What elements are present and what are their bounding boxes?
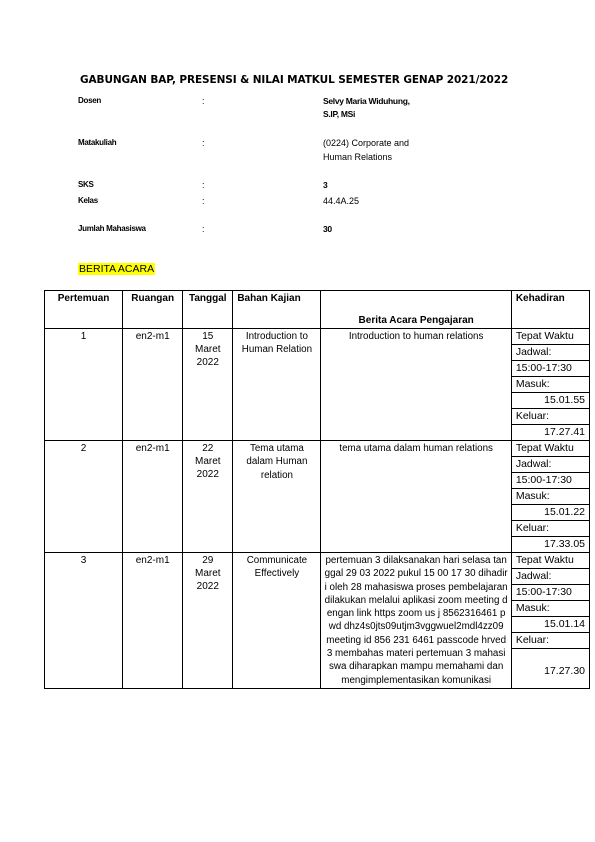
sks-value: 3 bbox=[323, 180, 328, 190]
kehadiran-cell bbox=[511, 329, 589, 441]
matakuliah-value bbox=[323, 136, 409, 164]
table-row bbox=[45, 329, 590, 441]
table-row bbox=[45, 441, 590, 553]
kehadiran-cell bbox=[511, 553, 589, 689]
tanggal-cell bbox=[183, 441, 233, 553]
masuk-value: 15.01.22 bbox=[512, 505, 589, 521]
ruangan-cell: en2-m1 bbox=[123, 441, 183, 553]
header-bahan: Bahan Kajian bbox=[233, 291, 321, 329]
header-kehadiran: Kehadiran bbox=[511, 291, 589, 329]
tanggal-month: Maret bbox=[195, 456, 221, 467]
kelas-label: Kelas bbox=[78, 196, 98, 205]
tanggal-year: 2022 bbox=[196, 469, 219, 480]
keluar-label: Keluar: bbox=[512, 633, 589, 649]
keluar-value: 17.33.05 bbox=[544, 538, 585, 550]
tanggal-year: 2022 bbox=[196, 581, 219, 592]
pertemuan-cell: 3 bbox=[45, 553, 123, 689]
matakuliah-line-1: (0224) Corporate and bbox=[323, 138, 410, 148]
dosen-degree: S.IP, MSi bbox=[323, 109, 356, 119]
keluar-label: Keluar: bbox=[512, 521, 589, 537]
berita-acara-table bbox=[44, 290, 590, 689]
ruangan-cell: en2-m1 bbox=[123, 553, 183, 689]
tanggal-day: 15 bbox=[202, 331, 214, 342]
sks-label: SKS bbox=[78, 180, 94, 189]
matakuliah-colon: : bbox=[202, 138, 205, 148]
matakuliah-line-2: Human Relations bbox=[323, 152, 393, 162]
jadwal-label: Jadwal: bbox=[512, 345, 589, 361]
document-title: GABUNGAN BAP, PRESENSI & NILAI MATKUL SEMESTER GENAP 2021/2022 bbox=[80, 74, 509, 86]
table-row bbox=[45, 553, 590, 689]
status-text: Tepat Waktu bbox=[512, 553, 589, 569]
masuk-value: 15.01.14 bbox=[512, 617, 589, 633]
pertemuan-cell: 2 bbox=[45, 441, 123, 553]
tanggal-cell bbox=[183, 553, 233, 689]
tanggal-month: Maret bbox=[195, 344, 221, 355]
jadwal-label: Jadwal: bbox=[512, 457, 589, 473]
tanggal-day: 22 bbox=[202, 443, 214, 454]
kehadiran-cell bbox=[511, 441, 589, 553]
keluar-label: Keluar: bbox=[512, 409, 589, 425]
dosen-colon: : bbox=[202, 96, 205, 106]
keluar-value: 17.27.41 bbox=[544, 426, 585, 438]
tanggal-day: 29 bbox=[202, 555, 214, 566]
header-pertemuan: Pertemuan bbox=[45, 291, 123, 329]
pertemuan-cell: 1 bbox=[45, 329, 123, 441]
bahan-cell: Tema utama dalam Human relation bbox=[233, 441, 321, 553]
berita-cell: pertemuan 3 dilaksanakan hari selasa tanggal 29 03 2022 pukul 15 00 17 30 dihadiri oleh 28 mahasiswa proses pembelajaran dilakukan melalui aplikasi zoom meeting dengan link https zoom us j 8562316461 pwd dhz4s0jts09utjm3vggwuel2mdl4zz09 meeting id 856 231 6461 passcode hrved3 membahas materi pertemuan 3 mahasiswa diharapkan mampu memahami dan mengimplementasikan komunikasi bbox=[321, 553, 511, 689]
tanggal-year: 2022 bbox=[196, 357, 219, 368]
matakuliah-label: Matakuliah bbox=[78, 138, 117, 147]
masuk-label: Masuk: bbox=[512, 601, 589, 617]
keluar-value: 17.27.30 bbox=[544, 665, 585, 677]
jumlah-label: Jumlah Mahasiswa bbox=[78, 224, 146, 233]
jumlah-value: 30 bbox=[323, 224, 332, 234]
jadwal-value: 15:00-17:30 bbox=[512, 473, 589, 489]
kelas-colon: : bbox=[202, 196, 205, 206]
tanggal-month: Maret bbox=[195, 568, 221, 579]
sks-colon: : bbox=[202, 180, 205, 190]
header-ruangan: Ruangan bbox=[123, 291, 183, 329]
masuk-label: Masuk: bbox=[512, 489, 589, 505]
tanggal-cell bbox=[183, 329, 233, 441]
bahan-cell: Communicate Effectively bbox=[233, 553, 321, 689]
section-title: BERITA ACARA bbox=[79, 263, 155, 275]
berita-cell: tema utama dalam human relations bbox=[321, 441, 511, 553]
jadwal-value: 15:00-17:30 bbox=[512, 585, 589, 601]
masuk-value: 15.01.55 bbox=[512, 393, 589, 409]
jadwal-label: Jadwal: bbox=[512, 569, 589, 585]
status-text: Tepat Waktu bbox=[512, 441, 589, 457]
jumlah-colon: : bbox=[202, 224, 205, 234]
header-tanggal: Tanggal bbox=[183, 291, 233, 329]
berita-cell: Introduction to human relations bbox=[321, 329, 511, 441]
dosen-value bbox=[323, 95, 410, 121]
jadwal-value: 15:00-17:30 bbox=[512, 361, 589, 377]
table-header-row bbox=[45, 291, 590, 329]
dosen-name: Selvy Maria Widuhung, bbox=[323, 96, 410, 106]
header-berita: Berita Acara Pengajaran bbox=[321, 291, 511, 329]
dosen-label: Dosen bbox=[78, 96, 101, 105]
status-text: Tepat Waktu bbox=[512, 329, 589, 345]
ruangan-cell: en2-m1 bbox=[123, 329, 183, 441]
masuk-label: Masuk: bbox=[512, 377, 589, 393]
bahan-cell: Introduction to Human Relation bbox=[233, 329, 321, 441]
kelas-value: 44.4A.25 bbox=[323, 196, 360, 206]
